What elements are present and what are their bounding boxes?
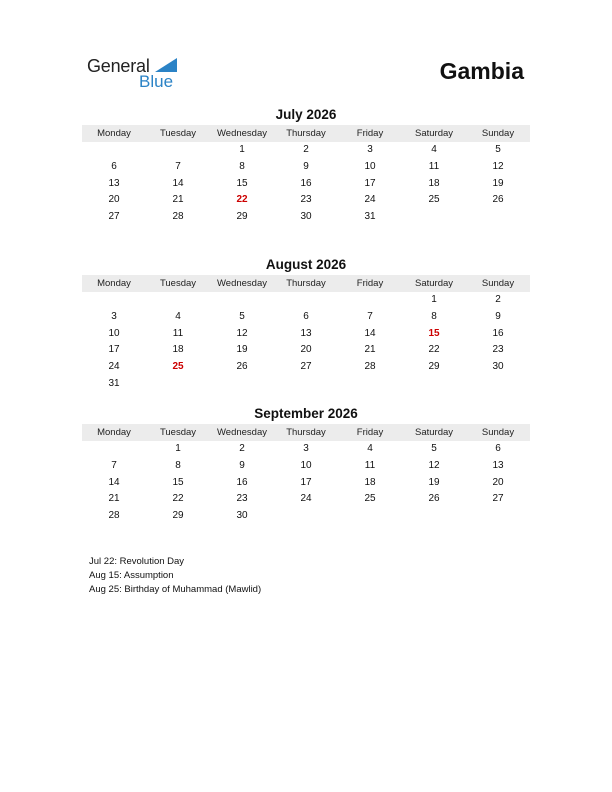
- weekday-label: Monday: [97, 278, 131, 289]
- day-cell: 30: [492, 361, 504, 373]
- day-cell: [402, 209, 466, 226]
- day-cell: 12: [428, 459, 440, 471]
- day-cell: [210, 376, 274, 393]
- weekday-label: Friday: [356, 128, 384, 139]
- weekday-label: Sunday: [481, 278, 515, 289]
- day-cell: 10: [108, 327, 120, 339]
- day-cell: 14: [172, 177, 184, 189]
- day-cell: 8: [431, 310, 437, 322]
- day-cell: 9: [303, 160, 309, 172]
- day-cell: 2: [239, 443, 245, 454]
- holiday-note: Jul 22: Revolution Day: [89, 556, 185, 567]
- day-cell: [146, 142, 210, 159]
- weekday-label: Monday: [97, 128, 131, 139]
- day-cell: [338, 508, 402, 525]
- day-cell: 8: [239, 160, 245, 172]
- day-cell: 11: [364, 459, 376, 471]
- day-cell: 2: [303, 144, 309, 155]
- day-cell: [338, 376, 402, 393]
- day-cell: 26: [492, 194, 504, 206]
- day-cell: 22: [236, 194, 248, 206]
- day-cell: [466, 376, 530, 393]
- day-cell: 2: [495, 294, 501, 305]
- day-cell: 7: [367, 310, 373, 322]
- week-row: [82, 159, 530, 176]
- day-cell: 13: [108, 177, 120, 189]
- day-cell: 22: [428, 344, 440, 356]
- day-cell: 27: [492, 493, 504, 505]
- day-cell: 28: [172, 211, 184, 223]
- day-cell: 16: [492, 327, 504, 339]
- day-cell: 3: [367, 144, 373, 155]
- day-cell: 20: [300, 344, 312, 356]
- day-cell: 5: [431, 443, 437, 454]
- day-cell: [274, 508, 338, 525]
- day-cell: 22: [172, 493, 184, 505]
- week-row: [82, 292, 530, 309]
- weekday-label: Tuesday: [159, 278, 197, 289]
- day-cell: 25: [364, 493, 376, 505]
- day-cell: 1: [175, 443, 181, 454]
- weekday-label: Sunday: [481, 427, 515, 438]
- week-row: [82, 359, 530, 376]
- day-cell: [402, 508, 466, 525]
- weekday-label: Friday: [356, 427, 384, 438]
- week-row: [82, 475, 530, 492]
- day-cell: [274, 292, 338, 309]
- logo: [87, 56, 187, 92]
- day-cell: 6: [111, 160, 117, 172]
- month-title: August 2026: [265, 257, 347, 272]
- day-cell: 16: [236, 476, 248, 488]
- day-cell: [82, 142, 146, 159]
- day-cell: 16: [300, 177, 312, 189]
- day-cell: 27: [108, 211, 120, 223]
- day-cell: 7: [111, 459, 117, 471]
- week-row: [82, 309, 530, 326]
- day-cell: 31: [108, 377, 120, 389]
- day-cell: [82, 292, 146, 309]
- day-cell: 23: [236, 493, 248, 505]
- weekday-header: [82, 125, 530, 142]
- day-cell: 23: [300, 194, 312, 206]
- day-cell: [402, 376, 466, 393]
- month-calendar: [82, 106, 530, 226]
- day-cell: 18: [428, 177, 440, 189]
- day-cell: 26: [428, 493, 440, 505]
- day-cell: 5: [495, 144, 501, 155]
- day-cell: 27: [300, 361, 312, 373]
- weekday-header: [82, 275, 530, 292]
- day-cell: 25: [428, 194, 440, 206]
- day-cell: 30: [236, 510, 248, 522]
- day-cell: 24: [108, 361, 120, 373]
- week-row: [82, 508, 530, 525]
- day-cell: 4: [431, 144, 437, 155]
- day-cell: 10: [364, 160, 376, 172]
- holiday-note: Aug 25: Birthday of Muhammad (Mawlid): [89, 584, 262, 595]
- weekday-label: Tuesday: [159, 128, 197, 139]
- week-row: [82, 458, 530, 475]
- weekday-label: Monday: [97, 427, 131, 438]
- day-cell: 15: [428, 327, 440, 339]
- day-cell: 21: [364, 344, 376, 356]
- day-cell: 19: [236, 344, 248, 356]
- weekday-label: Wednesday: [217, 427, 267, 438]
- day-cell: [338, 292, 402, 309]
- weekday-label: Wednesday: [217, 128, 267, 139]
- day-cell: [146, 292, 210, 309]
- week-row: [82, 376, 530, 393]
- day-cell: 17: [364, 177, 376, 189]
- day-cell: [146, 376, 210, 393]
- day-cell: 15: [172, 476, 184, 488]
- week-row: [82, 176, 530, 193]
- day-cell: 20: [492, 476, 504, 488]
- day-cell: 3: [303, 443, 309, 454]
- week-row: [82, 192, 530, 209]
- logo-triangle-icon: [155, 58, 177, 72]
- day-cell: [466, 209, 530, 226]
- day-cell: [210, 292, 274, 309]
- week-row: [82, 491, 530, 508]
- weekday-label: Tuesday: [159, 427, 197, 438]
- week-row: [82, 209, 530, 226]
- weekday-label: Sunday: [481, 128, 515, 139]
- day-cell: 1: [239, 144, 245, 155]
- day-cell: 21: [108, 493, 120, 505]
- weekday-label: Wednesday: [217, 278, 267, 289]
- day-cell: 23: [492, 344, 504, 356]
- day-cell: 12: [236, 327, 248, 339]
- country-title: Gambia: [439, 58, 524, 84]
- day-cell: 9: [239, 459, 245, 471]
- day-cell: 25: [172, 361, 184, 373]
- day-cell: 19: [428, 476, 440, 488]
- day-cell: 24: [300, 493, 312, 505]
- day-cell: 8: [175, 459, 181, 471]
- day-cell: 18: [172, 344, 184, 356]
- day-cell: 28: [364, 361, 376, 373]
- weekday-label: Thursday: [286, 427, 326, 438]
- day-cell: 3: [111, 310, 117, 322]
- month-title: September 2026: [254, 406, 358, 421]
- week-row: [82, 342, 530, 359]
- day-cell: 10: [300, 459, 312, 471]
- day-cell: 4: [175, 310, 181, 322]
- day-cell: 17: [300, 476, 312, 488]
- weekday-label: Saturday: [414, 427, 454, 438]
- weekday-label: Thursday: [286, 278, 326, 289]
- day-cell: 15: [236, 177, 248, 189]
- day-cell: 13: [492, 459, 504, 471]
- holiday-notes: [89, 555, 261, 597]
- day-cell: 14: [108, 476, 120, 488]
- logo-general-text: General: [87, 56, 150, 76]
- day-cell: 21: [172, 194, 184, 206]
- day-cell: 26: [236, 361, 248, 373]
- day-cell: 9: [495, 310, 501, 322]
- month-title: July 2026: [275, 107, 337, 122]
- day-cell: 24: [364, 194, 376, 206]
- day-cell: 31: [364, 211, 376, 223]
- day-cell: 5: [239, 310, 245, 322]
- day-cell: 1: [431, 294, 437, 305]
- logo-blue-text: Blue: [139, 72, 174, 91]
- day-cell: 29: [428, 361, 440, 373]
- day-cell: 6: [495, 443, 501, 454]
- day-cell: 19: [492, 177, 504, 189]
- day-cell: 4: [367, 443, 373, 454]
- day-cell: [274, 376, 338, 393]
- week-row: [82, 326, 530, 343]
- week-row: [82, 142, 530, 159]
- weekday-label: Friday: [356, 278, 384, 289]
- day-cell: 11: [172, 327, 184, 339]
- weekday-label: Saturday: [414, 278, 454, 289]
- day-cell: 17: [108, 344, 120, 356]
- month-calendar: [82, 405, 530, 525]
- day-cell: 29: [236, 211, 248, 223]
- day-cell: 12: [492, 160, 504, 172]
- day-cell: [82, 441, 146, 458]
- week-row: [82, 441, 530, 458]
- day-cell: 7: [175, 160, 181, 172]
- day-cell: [466, 508, 530, 525]
- weekday-label: Thursday: [286, 128, 326, 139]
- day-cell: 29: [172, 510, 184, 522]
- month-calendar: [82, 256, 530, 393]
- day-cell: 11: [428, 160, 440, 172]
- holiday-note: Aug 15: Assumption: [89, 570, 174, 581]
- day-cell: 6: [303, 310, 309, 322]
- weekday-label: Saturday: [414, 128, 454, 139]
- day-cell: 18: [364, 476, 376, 488]
- day-cell: 20: [108, 194, 120, 206]
- day-cell: 14: [364, 327, 376, 339]
- weekday-header: [82, 424, 530, 441]
- day-cell: 30: [300, 211, 312, 223]
- day-cell: 28: [108, 510, 120, 522]
- day-cell: 13: [300, 327, 312, 339]
